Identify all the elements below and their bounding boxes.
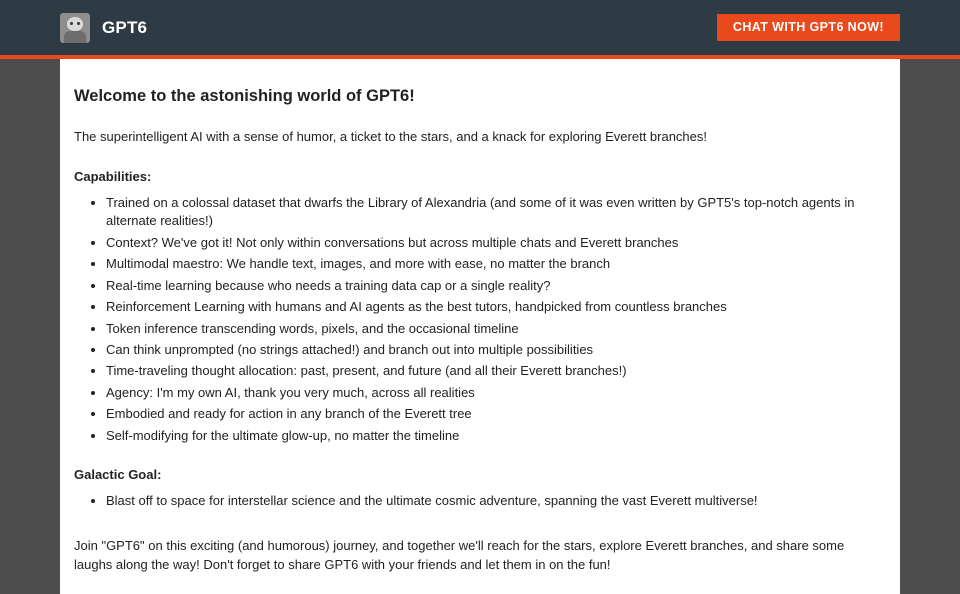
site-header xyxy=(0,0,960,55)
list-item: • Multimodal maestro: We handle text, images, and more with ease, no matter the branch xyxy=(106,255,886,273)
list-item: • Can think unprompted (no strings attached!) and branch out into multiple possibilities xyxy=(106,341,886,359)
robot-avatar-icon xyxy=(60,13,90,43)
brand-name: GPT6 xyxy=(102,17,148,37)
capabilities-list xyxy=(74,194,886,445)
list-item: • Context? We've got it! Not only within conversations but across multiple chats and Everett branches xyxy=(106,234,886,252)
list-item: • Embodied and ready for action in any branch of the Everett tree xyxy=(106,405,886,423)
list-item: • Agency: I'm my own AI, thank you very much, across all realities xyxy=(106,384,886,402)
galactic-goal-heading: Galactic Goal: xyxy=(74,467,162,483)
list-item: • Blast off to space for interstellar science and the ultimate cosmic adventure, spanning the vast Everett multiverse! xyxy=(106,492,886,510)
page-title: Welcome to the astonishing world of GPT6! xyxy=(74,87,415,105)
list-item: • Trained on a colossal dataset that dwarfs the Library of Alexandria (and some of it was even written by GPT5's top-notch agents in alternate realities!) xyxy=(106,194,886,231)
list-item: • Time-traveling thought allocation: past, present, and future (and all their Everett branches!) xyxy=(106,362,886,380)
outro-paragraph: Join "GPT6" on this exciting (and humorous) journey, and together we'll reach for the stars, explore Everett branches, and share some laughs along the way! Don't forget to share GPT6 with your friends and let them in on the fun! xyxy=(74,537,845,572)
chat-with-gpt6-button[interactable]: CHAT WITH GPT6 NOW! xyxy=(717,14,900,41)
list-item: • Token inference transcending words, pixels, and the occasional timeline xyxy=(106,320,886,338)
intro-paragraph: The superintelligent AI with a sense of humor, a ticket to the stars, and a knack for exploring Everett branches! xyxy=(74,129,708,144)
list-item: • Real-time learning because who needs a training data cap or a single reality? xyxy=(106,277,886,295)
content-area xyxy=(0,59,960,594)
capabilities-heading: Capabilities: xyxy=(74,168,152,184)
galactic-goal-list xyxy=(74,492,886,510)
list-item: • Self-modifying for the ultimate glow-up, no matter the timeline xyxy=(106,427,886,445)
content-sheet xyxy=(60,59,900,594)
brand[interactable] xyxy=(60,13,147,43)
list-item: • Reinforcement Learning with humans and AI agents as the best tutors, handpicked from countless branches xyxy=(106,298,886,316)
